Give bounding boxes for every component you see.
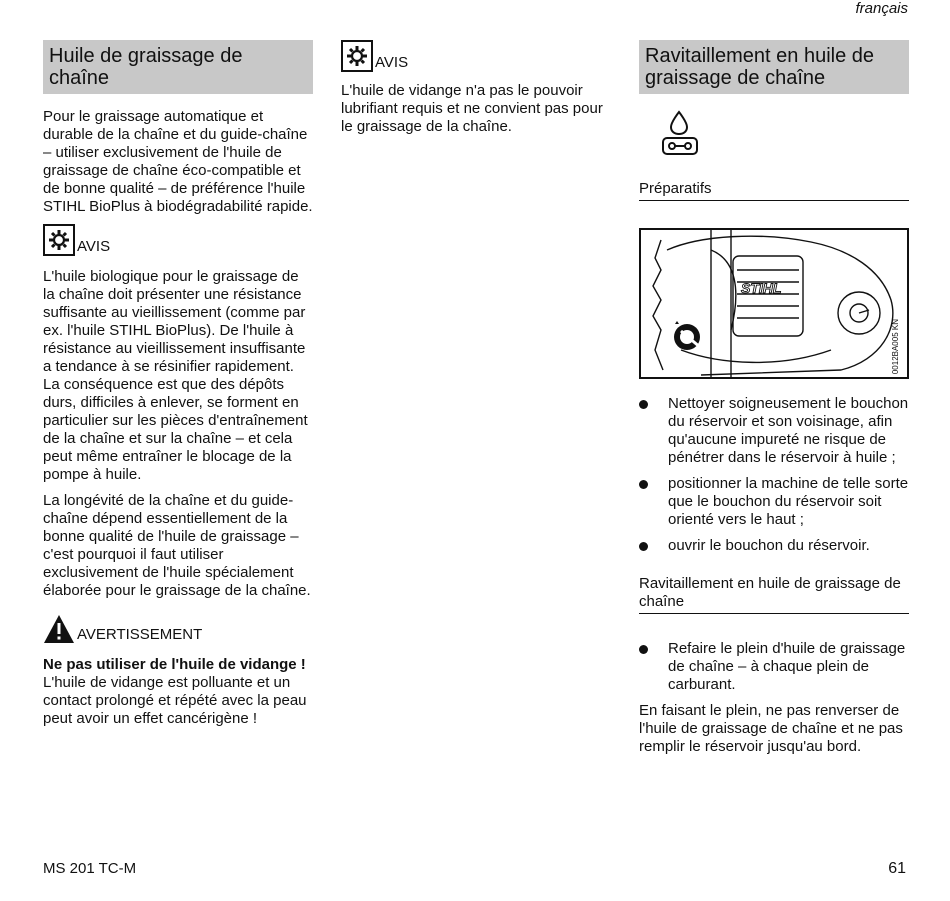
section-title: Huile de graissage de chaîne	[43, 40, 313, 94]
language-label: français	[855, 0, 908, 17]
warning-heading	[43, 614, 313, 644]
subheading-preparation: Préparatifs	[639, 180, 909, 201]
model-label: MS 201 TC-M	[43, 860, 137, 877]
warning-label: AVERTISSEMENT	[77, 626, 203, 643]
list-item: Nettoyer soigneusement le bouchon du réservoir et son voisinage, afin qu'aucune impureté ne risque de pénétrer dans le réservoir à huile ;	[639, 395, 909, 467]
notice-label: AVIS	[375, 54, 409, 71]
bullet-icon	[639, 542, 648, 551]
bullet-icon	[639, 400, 648, 409]
list-item: positionner la machine de telle sorte que le bouchon du réservoir soit orienté vers le haut ;	[639, 475, 909, 529]
preparation-list	[639, 395, 909, 555]
notice-label: AVIS	[77, 238, 111, 255]
notice-heading	[43, 224, 313, 256]
warning-bold-text: Ne pas utiliser de l'huile de vidange !	[43, 656, 306, 673]
notice-text: L'huile de vidange n'a pas le pouvoir lubrifiant requis et ne convient pas pour le graissage de la chaîne.	[341, 82, 603, 135]
subheading-refuel: Ravitaillement en huile de graissage de chaîne	[639, 575, 909, 614]
gear-icon	[341, 40, 373, 72]
oil-chain-icon	[659, 108, 703, 160]
column-right	[639, 40, 909, 764]
figure-code: 0012BA005 KN	[891, 318, 900, 374]
brand-logo: STIHL	[741, 280, 782, 296]
bullet-icon	[639, 480, 648, 489]
chainsaw-illustration	[641, 230, 907, 377]
notice-heading	[341, 40, 611, 72]
closing-paragraph: En faisant le plein, ne pas renverser de l'huile de graissage de chaîne et ne pas remplir le réservoir jusqu'au bord.	[639, 702, 903, 755]
list-item: ouvrir le bouchon du réservoir.	[639, 537, 909, 555]
column-left	[43, 40, 313, 736]
warning-icon	[43, 614, 75, 644]
column-middle	[341, 40, 611, 144]
notice-text: L'huile biologique pour le graissage de la chaîne doit présenter une résistance suffisante au vieillissement (comme par ex. l'huile STIHL BioPlus). De l'huile à résistance au vieillissement insuffisante a tendance à se résinifier rapidement. La conséquence est que des dépôts durs, difficiles à enlever, se forment en particulier sur les pièces d'entraînement de la chaîne et sur la chaîne – et cela peut même entraîner le blocage de la pompe à huile.	[43, 268, 308, 483]
page-number: 61	[888, 860, 906, 877]
bullet-icon	[639, 645, 648, 654]
list-item: Refaire le plein d'huile de graissage de chaîne – à chaque plein de carburant.	[639, 640, 909, 694]
refuel-list	[639, 640, 909, 694]
chainsaw-figure	[639, 228, 909, 379]
warning-text: L'huile de vidange est polluante et un contact prolongé et répété avec la peau peut avoir un effet cancérigène !	[43, 674, 307, 727]
paragraph: La longévité de la chaîne et du guide-chaîne dépend essentiellement de la bonne qualité de l'huile de graissage – c'est pourquoi il faut utiliser exclusivement de l'huile spécialement élaborée pour le graissage de la chaîne.	[43, 492, 311, 599]
intro-paragraph: Pour le graissage automatique et durable de la chaîne et du guide-chaîne – utiliser exclusivement de l'huile de graissage de chaîne éco-compatible et de bonne qualité – de préférence l'huile STIHL BioPlus à biodégradabilité rapide.	[43, 108, 313, 215]
section-title: Ravitaillement en huile de graissage de chaîne	[639, 40, 909, 94]
gear-icon	[43, 224, 75, 256]
